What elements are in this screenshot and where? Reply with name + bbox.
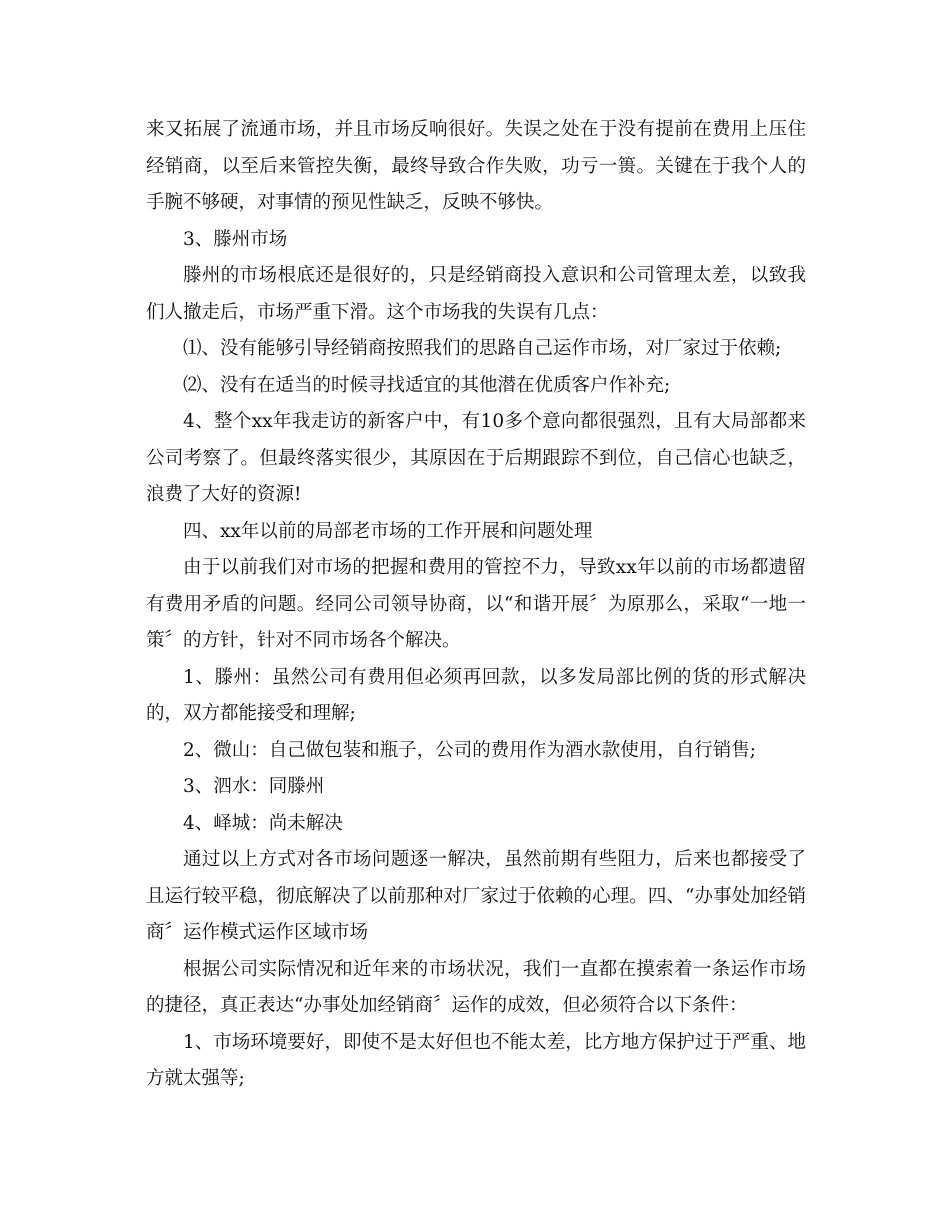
paragraph-tengzhou-analysis: 滕州的市场根底还是很好的，只是经销商投入意识和公司管理太差，以致我们人撤走后，市场严重下滑。这个市场我的失误有几点： xyxy=(146,265,806,323)
paragraph-resolution-summary: 通过以上方式对各市场问题逐一解决，虽然前期有些阻力，后来也都接受了且运行较平稳，彻底解决了以前那种对厂家过于依赖的心理。四、“办事处加经销商〞运作模式运作区域市场 xyxy=(146,849,806,943)
list-item-condition-1: 1、市场环境要好，即使不是太好但也不能太差，比方地方保护过于严重、地方就太强等; xyxy=(146,1031,806,1089)
paragraph-office-distributor-model: 根据公司实际情况和近年来的市场状况，我们一直都在摸索着一条运作市场的捷径，真正表达“办事处加经销商〞运作的成效，但必须符合以下条件： xyxy=(146,958,806,1016)
list-item-sishui: 3、泗水：同滕州 xyxy=(183,776,325,797)
paragraph-new-clients: 4、整个xx年我走访的新客户中，有10多个意向都很强烈，且有大局部都来公司考察了。但最终落实很少，其原因在于后期跟踪不到位，自己信心也缺乏，浪费了大好的资源! xyxy=(146,411,806,505)
list-item-yicheng: 4、峄城：尚未解决 xyxy=(183,812,343,834)
document-body xyxy=(146,112,806,1098)
heading-old-markets: 四、xx年以前的局部老市场的工作开展和问题处理 xyxy=(183,520,593,542)
paragraph-old-markets-policy: 由于以前我们对市场的把握和费用的管控不力，导致xx年以前的市场都遗留有费用矛盾的问题。经同公司领导协商，以“和谐开展〞为原那么，采取“一地一策〞的方针，针对不同市场各个解决。 xyxy=(146,557,806,651)
list-item-mistake-2: ⑵、没有在适当的时候寻找适宜的其他潜在优质客户作补充; xyxy=(183,374,671,396)
list-item-mistake-1: ⑴、没有能够引导经销商按照我们的思路自己运作市场，对厂家过于依赖; xyxy=(183,338,782,359)
list-item-tengzhou: 1、滕州：虽然公司有费用但必须再回款，以多发局部比例的货的形式解决的，双方都能接受和理解; xyxy=(146,666,806,724)
list-item-weishan: 2、微山：自己做包装和瓶子，公司的费用作为酒水款使用，自行销售; xyxy=(183,739,757,761)
heading-tengzhou-market: 3、滕州市场 xyxy=(183,228,288,250)
paragraph-continuation: 来又拓展了流通市场，并且市场反响很好。失误之处在于没有提前在费用上压住经销商，以至后来管控失衡，最终导致合作失败，功亏一篑。关键在于我个人的手腕不够硬，对事情的预见性缺乏，反映不够快。 xyxy=(146,119,806,213)
